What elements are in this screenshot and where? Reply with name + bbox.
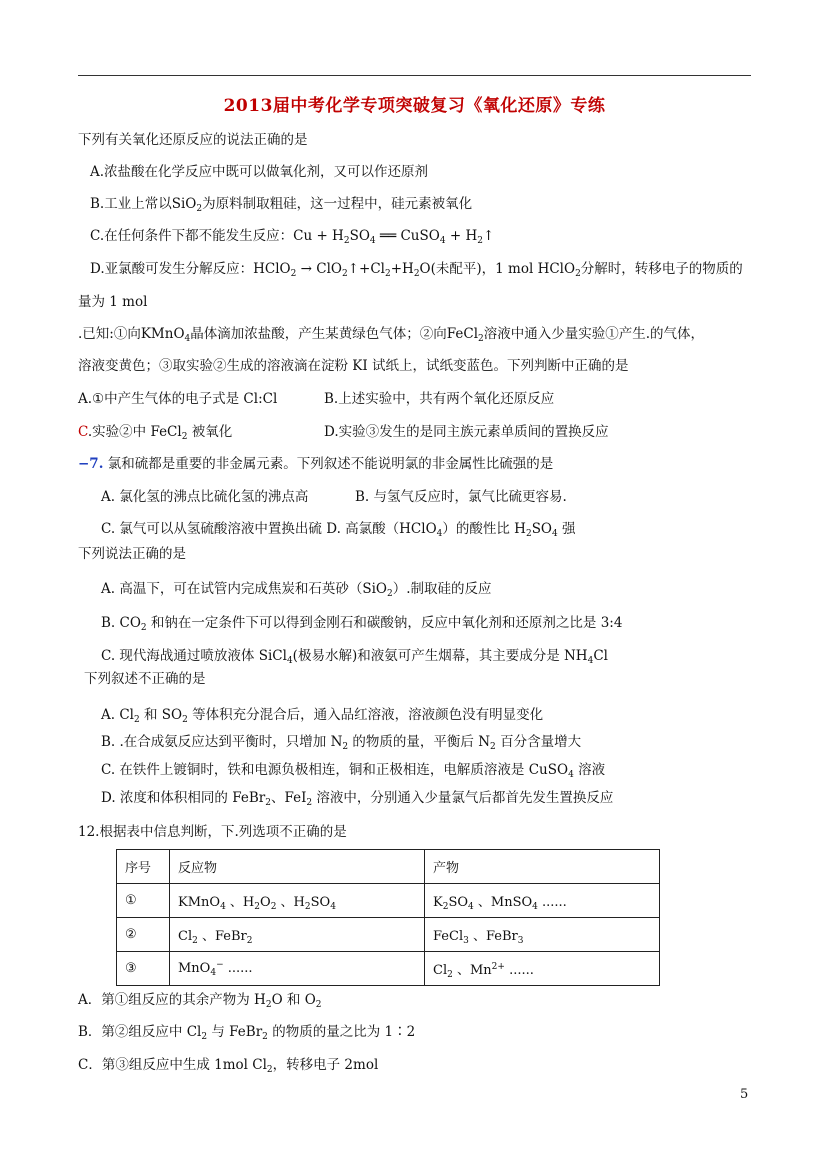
- table-header-cell: 反应物: [170, 850, 425, 884]
- table-row: [117, 952, 660, 986]
- table-cell: $K_2SO_4$ 、MnSO$_4$ ......: [425, 884, 660, 918]
- q4-stem: 下列说法正确的是: [78, 546, 186, 562]
- table-header-row: [117, 850, 660, 884]
- q2-stem-line1: .已知:①向KMnO$_4$晶体滴加浓盐酸，产生某黄绿色气体；②向FeCl$_2$溶液中通入少量实验①产生.的气体，: [78, 326, 705, 344]
- q1-option-c: C.在任何条件下都不能发生反应：$Cu + H_2SO_4$ ══ CuSO$_4$ + $H_2↑$: [90, 228, 495, 246]
- table-header-cell: 序号: [117, 850, 170, 884]
- q3-stem: −7. 氯和硫都是重要的非金属元素。下列叙述不能说明氯的非金属性比硫强的是: [78, 456, 554, 472]
- table-cell: ②: [117, 918, 170, 952]
- page-title: 2013届中考化学专项突破复习《氧化还原》专练: [223, 96, 606, 116]
- q6-option-a: A．第①组反应的其余产物为 $H_2O$ 和 $O_2$: [78, 992, 322, 1010]
- q1-option-b: B.工业上常以SiO$_2$为原料制取粗硅，这一过程中，硅元素被氧化: [90, 196, 473, 214]
- table-header-cell: 产物: [425, 850, 660, 884]
- q1-option-a: A.浓盐酸在化学反应中既可以做氧化剂，又可以作还原剂: [90, 164, 429, 180]
- q2-option-d: D.实验③发生的是同主族元素单质间的置换反应: [324, 424, 609, 440]
- q5-option-b: B. .在合成氨反应达到平衡时，只增加 $N_2$ 的物质的量，平衡后 $N_2$ 百分含量增大: [101, 734, 582, 752]
- q1-option-d: D.亚氯酸可发生分解反应：HClO$_2$ → $ClO_2↑+Cl_2+H_2O$(未配平)，1 mol HClO$_2$分解时，转移电子的物质的: [90, 261, 743, 279]
- q5-option-a: A. $Cl_2$ 和 $SO_2$ 等体积充分混合后，通入品红溶液，溶液颜色没有明显变化: [101, 707, 544, 725]
- q6-option-b: B．第②组反应中 $Cl_2$ 与 FeBr$_2$ 的物质的量之比为 1∶2: [78, 1024, 416, 1042]
- table-cell: $Cl_2$ 、$Mn^{2+}$ ......: [425, 952, 660, 986]
- q3-option-a: A. 氯化氢的沸点比硫化氢的沸点高: [101, 489, 309, 505]
- q6-option-c: C．第③组反应中生成 1mol $Cl_2$，转移电子 2mol: [78, 1057, 379, 1075]
- table-row: [117, 918, 660, 952]
- q6-stem: 12.根据表中信息判断，下.列选项不正确的是: [78, 824, 347, 840]
- q3-option-b: B. 与氢气反应时，氯气比硫更容易.: [355, 489, 567, 505]
- q4-option-a: A. 高温下，可在试管内完成焦炭和石英砂（SiO$_2$）.制取硅的反应: [101, 581, 492, 599]
- table-cell: KMnO$_4$ 、$H_2O_2$ 、$H_2SO_4$: [170, 884, 425, 918]
- q2-option-b: B.上述实验中，共有两个氧化还原反应: [324, 391, 555, 407]
- page-number: 5: [740, 1087, 749, 1102]
- q1-option-d-cont: 量为 1 mol: [78, 294, 148, 310]
- table-row: [117, 884, 660, 918]
- q5-stem: 下列叙述不正确的是: [84, 671, 206, 687]
- q5-option-d: D. 浓度和体积相同的 FeBr$_2$、FeI$_2$ 溶液中，分别通入少量氯气后都首先发生置换反应: [101, 790, 614, 808]
- table-cell: ①: [117, 884, 170, 918]
- q2-option-c: C.实验②中 FeCl$_2$ 被氧化: [78, 424, 233, 442]
- table-cell: ③: [117, 952, 170, 986]
- q4-option-b: B. $CO_2$ 和钠在一定条件下可以得到金刚石和碳酸钠，反应中氧化剂和还原剂之比是 3:4: [101, 615, 623, 633]
- table-cell: FeCl$_3$ 、FeBr$_3$: [425, 918, 660, 952]
- q2-stem-line2: 溶液变黄色；③取实验②生成的溶液滴在淀粉 KI 试纸上，试纸变蓝色。下列判断中正确的是: [78, 358, 629, 374]
- q2-option-a: A.①中产生气体的电子式是 Cl:Cl: [78, 391, 278, 407]
- reaction-table: [116, 849, 660, 986]
- table-cell: MnO$_4$− ......: [170, 952, 425, 986]
- table-cell: $Cl_2$ 、FeBr$_2$: [170, 918, 425, 952]
- q5-option-c: C. 在铁件上镀铜时，铁和电源负极相连，铜和正极相连，电解质溶液是 CuSO$_4$ 溶液: [101, 762, 606, 780]
- q3-option-c-d: C. 氯气可以从氢硫酸溶液中置换出硫 D. 高氯酸（HClO$_4$）的酸性比 $H_2SO_4$ 强: [101, 521, 576, 539]
- header-rule: [78, 75, 751, 76]
- q4-option-c: C. 现代海战通过喷放液体 SiCl$_4$(极易水解)和液氨可产生烟幕，其主要成分是 $NH_4Cl$: [101, 648, 608, 666]
- q1-stem: 下列有关氧化还原反应的说法正确的是: [78, 132, 308, 148]
